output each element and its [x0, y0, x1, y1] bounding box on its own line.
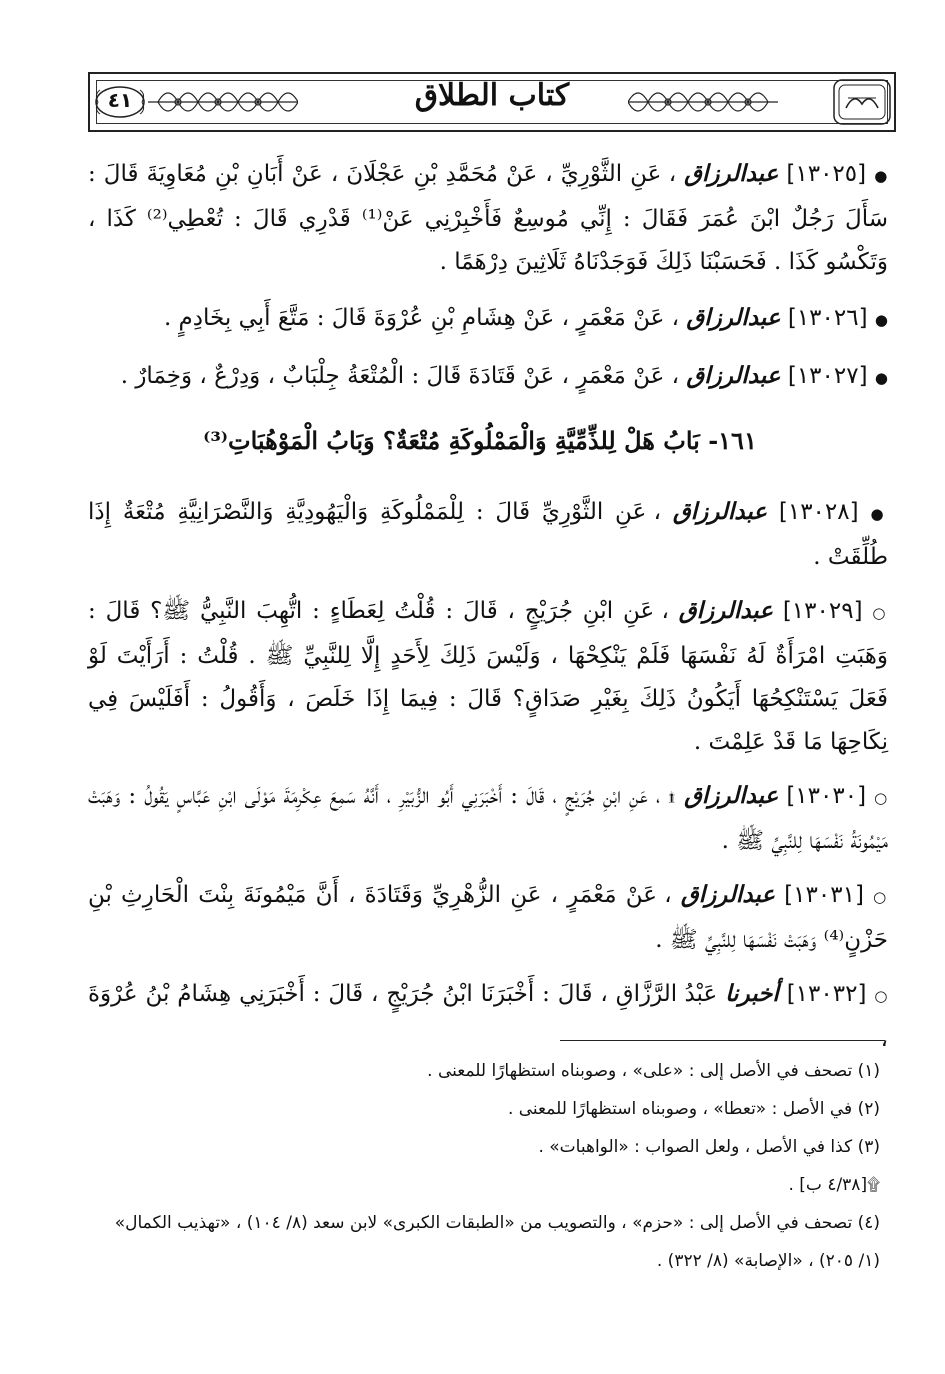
circle-icon: ○: [874, 789, 888, 807]
hadith-source: عبدالرزاق: [680, 881, 776, 908]
bullet-icon: ●: [870, 505, 889, 523]
hadith-text: ، عَنِ الثَّوْرِيِّ ، عَنْ مُحَمَّدِ بْنِ عَجْلَانَ ، عَنْ أَبَانِ بْنِ مُعَاوِيَةَ قَالَ : سَأَلَ رَجُلٌ ابْنَ عُمَرَ فَقَالَ : إِنِّي مُوسِعٌ فَأَخْبِرْنِي عَنْ⁽¹⁾ قَدْرِي قَالَ : تُعْطِي⁽²⁾ كَذَا ، وَتَكْسُو كَذَا . فَحَسَبْنَا ذَلِكَ فَوَجَدْنَاهُ ثَلَاثِينَ دِرْهَمًا .: [88, 161, 889, 275]
manuscript-folio-note: ۩[٤/٣٨ ب] .: [788, 1175, 880, 1195]
hadith-13032: [88, 972, 888, 1061]
hadith-text: عَبْدُ الرَّزَّاقِ ، قَالَ : أَخْبَرَنَا ابْنُ جُرَيْجٍ ، قَالَ : أَخْبَرَنِي هِشَامُ بْنُ عُرْوَةَ ،: [88, 981, 888, 1052]
circle-icon: ○: [873, 888, 889, 906]
hadith-number: [١٣٠٢٥]: [786, 161, 867, 187]
hadith-source: عبدالرزاق: [684, 782, 779, 809]
hadith-13028: [88, 490, 888, 579]
hadith-number: [١٣٠٢٦]: [787, 305, 868, 331]
ornament-right: [628, 80, 778, 124]
footnote-3: (٣) كذا في الأصل ، ولعل الصواب : «الواهبات» .: [538, 1137, 880, 1157]
hadith-13031: [88, 873, 888, 962]
hadith-text: ، عَنْ مَعْمَرٍ ، عَنِ الزُّهْرِيِّ وَقَتَادَةَ ، أَنَّ مَيْمُونَةَ بِنْتَ الْحَارِثِ بْنِ حَزْنٍ⁽⁴⁾ وَهَبَتْ نَفْسَهَا لِلنَّبِيِّ ﷺ .: [88, 882, 888, 953]
hadith-source: عبدالرزاق: [678, 597, 773, 624]
footnote-2: (٢) في الأصل : «تعطا» ، وصوبناه استظهارًا للمعنى .: [507, 1099, 880, 1119]
circle-icon: ○: [872, 604, 889, 622]
footnote-1: (١) تصحف في الأصل إلى : «على» ، وصوبناه استظهارًا للمعنى .: [427, 1061, 880, 1081]
hadith-number: [١٣٠٢٩]: [782, 598, 863, 624]
footnote-divider: [560, 1040, 885, 1041]
hadith-13026: [88, 296, 888, 342]
hadith-number: [١٣٠٢٧]: [787, 363, 868, 389]
hadith-number: [١٣٠٣١]: [784, 882, 864, 908]
hadith-number: [١٣٠٣٠]: [786, 783, 867, 809]
ornament-left: [148, 80, 298, 124]
text-block-1: [88, 152, 888, 400]
hadith-text: ۩ ، عَنِ ابْنِ جُرَيْجٍ ، قَالَ : أَخْبَرَنِي أَبُو الزُّبَيْرِ ، أَنَّهُ سَمِعَ عِكْرِمَةَ مَوْلَى ابْنِ عَبَّاسٍ يَقُولُ : وَهَبَتْ مَيْمُونَةُ نَفْسَهَا لِلنَّبِيِّ ﷺ .: [88, 783, 888, 854]
running-title: كتاب الطلاق: [414, 78, 570, 113]
bullet-icon: ●: [874, 311, 888, 329]
hadith-13025: [88, 152, 888, 284]
hadith-text: ، عَنْ مَعْمَرٍ ، عَنْ هِشَامِ بْنِ عُرْوَةَ قَالَ : مَتَّعَ أَبِي بِخَادِمٍ .: [163, 305, 680, 331]
page-number-frame: [94, 84, 146, 120]
hadith-number: [١٣٠٢٨]: [778, 499, 859, 525]
hadith-source: عبدالرزاق: [672, 498, 768, 525]
hadith-text: ، عَنِ الثَّوْرِيِّ قَالَ : لِلْمَمْلُوكَةِ وَالْيَهُودِيَّةِ وَالنَّصْرَانِيَّةِ مُتْعَةٌ إِذَا طُلِّقَتْ .: [88, 499, 888, 570]
hadith-13027: [88, 354, 888, 400]
hadith-13029: [88, 589, 888, 764]
circle-icon: ○: [874, 987, 889, 1005]
hadith-source: أخبرنا: [725, 980, 779, 1007]
text-block-2: [88, 490, 888, 1061]
footnote-4: (٤) تصحف في الأصل إلى : «حزم» ، والتصويب من «الطبقات الكبرى» لابن سعد (٨/ ١٠٤) ، «تهذيب الكمال» (١/ ٢٠٥) ، «الإصابة» (٨/ ٣٢٢) .: [114, 1213, 880, 1271]
hadith-text: ، عَنْ مَعْمَرٍ ، عَنْ قَتَادَةَ قَالَ : الْمُتْعَةُ جِلْبَابٌ ، وَدِرْعٌ ، وَخِمَارٌ .: [120, 363, 680, 389]
hadith-number: [١٣٠٣٢]: [786, 981, 867, 1007]
hadith-source: عبدالرزاق: [684, 160, 779, 187]
hadith-text: ، عَنِ ابْنِ جُرَيْجٍ ، قَالَ : قُلْتُ لِعَطَاءٍ : اتُّهِبَ النَّبِيُّ ﷺ؟ قَالَ : وَهَبَتِ امْرَأَةٌ لَهُ نَفْسَهَا فَلَمْ يَنْكِحْهَا ، وَلَيْسَ ذَلِكَ لِأَحَدٍ إِلَّا لِلنَّبِيِّ ﷺ . قُلْتُ : أَرَأَيْتَ لَوْ فَعَلَ يَسْتَنْكِحُهَا أَيَكُونُ ذَلِكَ بِغَيْرِ صَدَاقٍ؟ قَالَ : فِيمَا إِذَا خَلَصَ ، وَأَقُولُ : أَفَلَيْسَ فِي نِكَاحِهَا مَا قَدْ عَلِمْتَ .: [88, 598, 888, 755]
footnotes: [88, 1052, 880, 1280]
hadith-source: عبدالرزاق: [686, 362, 781, 389]
bullet-icon: ●: [874, 167, 889, 185]
hadith-13030: [88, 774, 888, 863]
page-number: ٤١: [107, 88, 133, 112]
bullet-icon: ●: [874, 369, 888, 387]
hadith-source: عبدالرزاق: [686, 304, 781, 331]
page-header: [88, 72, 896, 132]
chapter-heading: ١٦١- بَابُ هَلْ لِلذِّمِّيَّةِ وَالْمَمْلُوكَةِ مُتْعَةٌ؟ وَبَابُ الْمَوْهُبَاتِ⁽³⁾: [203, 426, 757, 455]
series-logo: [832, 78, 892, 126]
